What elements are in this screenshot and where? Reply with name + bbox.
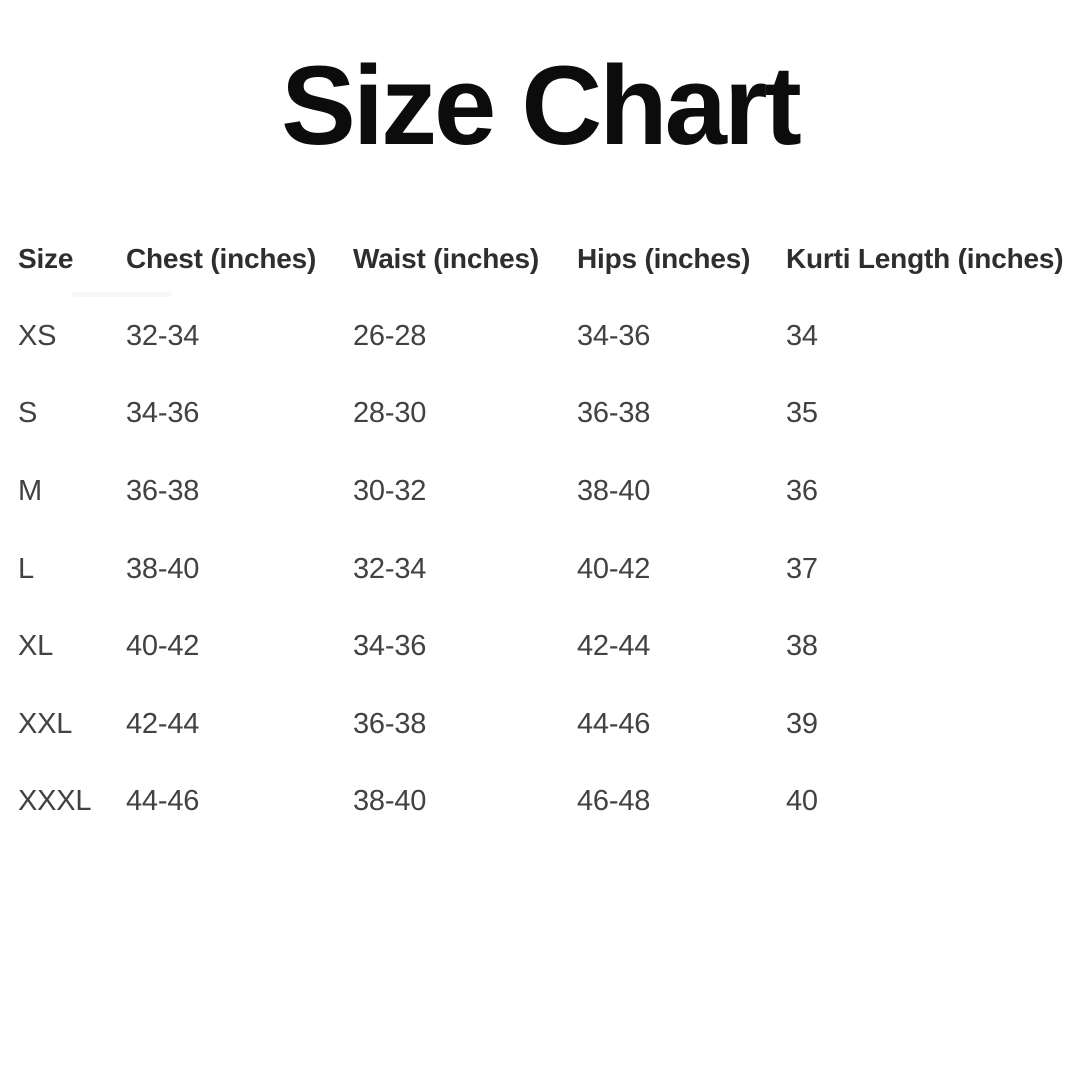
hips-cell: 40-42: [577, 552, 651, 585]
kurti-length-cell: 37: [786, 552, 818, 585]
kurti-length-cell: 38: [786, 630, 818, 663]
kurti-length-cell: 39: [786, 707, 818, 740]
page-title: Size Chart: [281, 43, 799, 168]
hips-cell: 46-48: [577, 785, 651, 818]
waist-cell: 26-28: [353, 319, 427, 352]
hips-cell: 42-44: [577, 630, 651, 663]
waist-cell: 30-32: [353, 475, 427, 508]
table-row-m: [18, 453, 1080, 531]
table-row-l: [18, 530, 1080, 608]
size-cell: XXL: [18, 707, 73, 740]
kurti-length-cell: 35: [786, 397, 818, 430]
kurti-length-cell: 36: [786, 475, 818, 508]
chest-cell: 36-38: [126, 475, 200, 508]
column-header-kurti-length: Kurti Length (inches): [786, 242, 1064, 274]
table-row-s: [18, 375, 1080, 453]
column-header-waist: Waist (inches): [353, 242, 539, 274]
kurti-length-cell: 34: [786, 319, 818, 352]
waist-cell: 28-30: [353, 397, 427, 430]
size-cell: XS: [18, 319, 57, 352]
column-header-hips: Hips (inches): [577, 242, 751, 274]
table-row-xl: [18, 608, 1080, 686]
waist-cell: 38-40: [353, 785, 427, 818]
waist-cell: 34-36: [353, 630, 427, 663]
table-row-xxxl: [18, 763, 1080, 841]
waist-cell: 32-34: [353, 552, 427, 585]
table-row-xs: [18, 298, 1080, 376]
size-cell: XXXL: [18, 785, 92, 818]
size-cell: S: [18, 397, 38, 430]
hips-cell: 36-38: [577, 397, 651, 430]
size-chart-table: [18, 220, 1080, 841]
chest-cell: 40-42: [126, 630, 200, 663]
column-header-size: Size: [18, 242, 74, 274]
table-header-row: [18, 220, 1080, 298]
chest-cell: 44-46: [126, 785, 200, 818]
chest-cell: 42-44: [126, 707, 200, 740]
size-cell: XL: [18, 630, 54, 663]
size-cell: M: [18, 475, 42, 508]
table-row-xxl: [18, 686, 1080, 764]
hips-cell: 38-40: [577, 475, 651, 508]
size-cell: L: [18, 552, 34, 585]
chest-cell: 34-36: [126, 397, 200, 430]
kurti-length-cell: 40: [786, 785, 818, 818]
waist-cell: 36-38: [353, 707, 427, 740]
hips-cell: 44-46: [577, 707, 651, 740]
hips-cell: 34-36: [577, 319, 651, 352]
column-header-chest: Chest (inches): [126, 242, 317, 274]
chest-cell: 38-40: [126, 552, 200, 585]
chest-cell: 32-34: [126, 319, 200, 352]
